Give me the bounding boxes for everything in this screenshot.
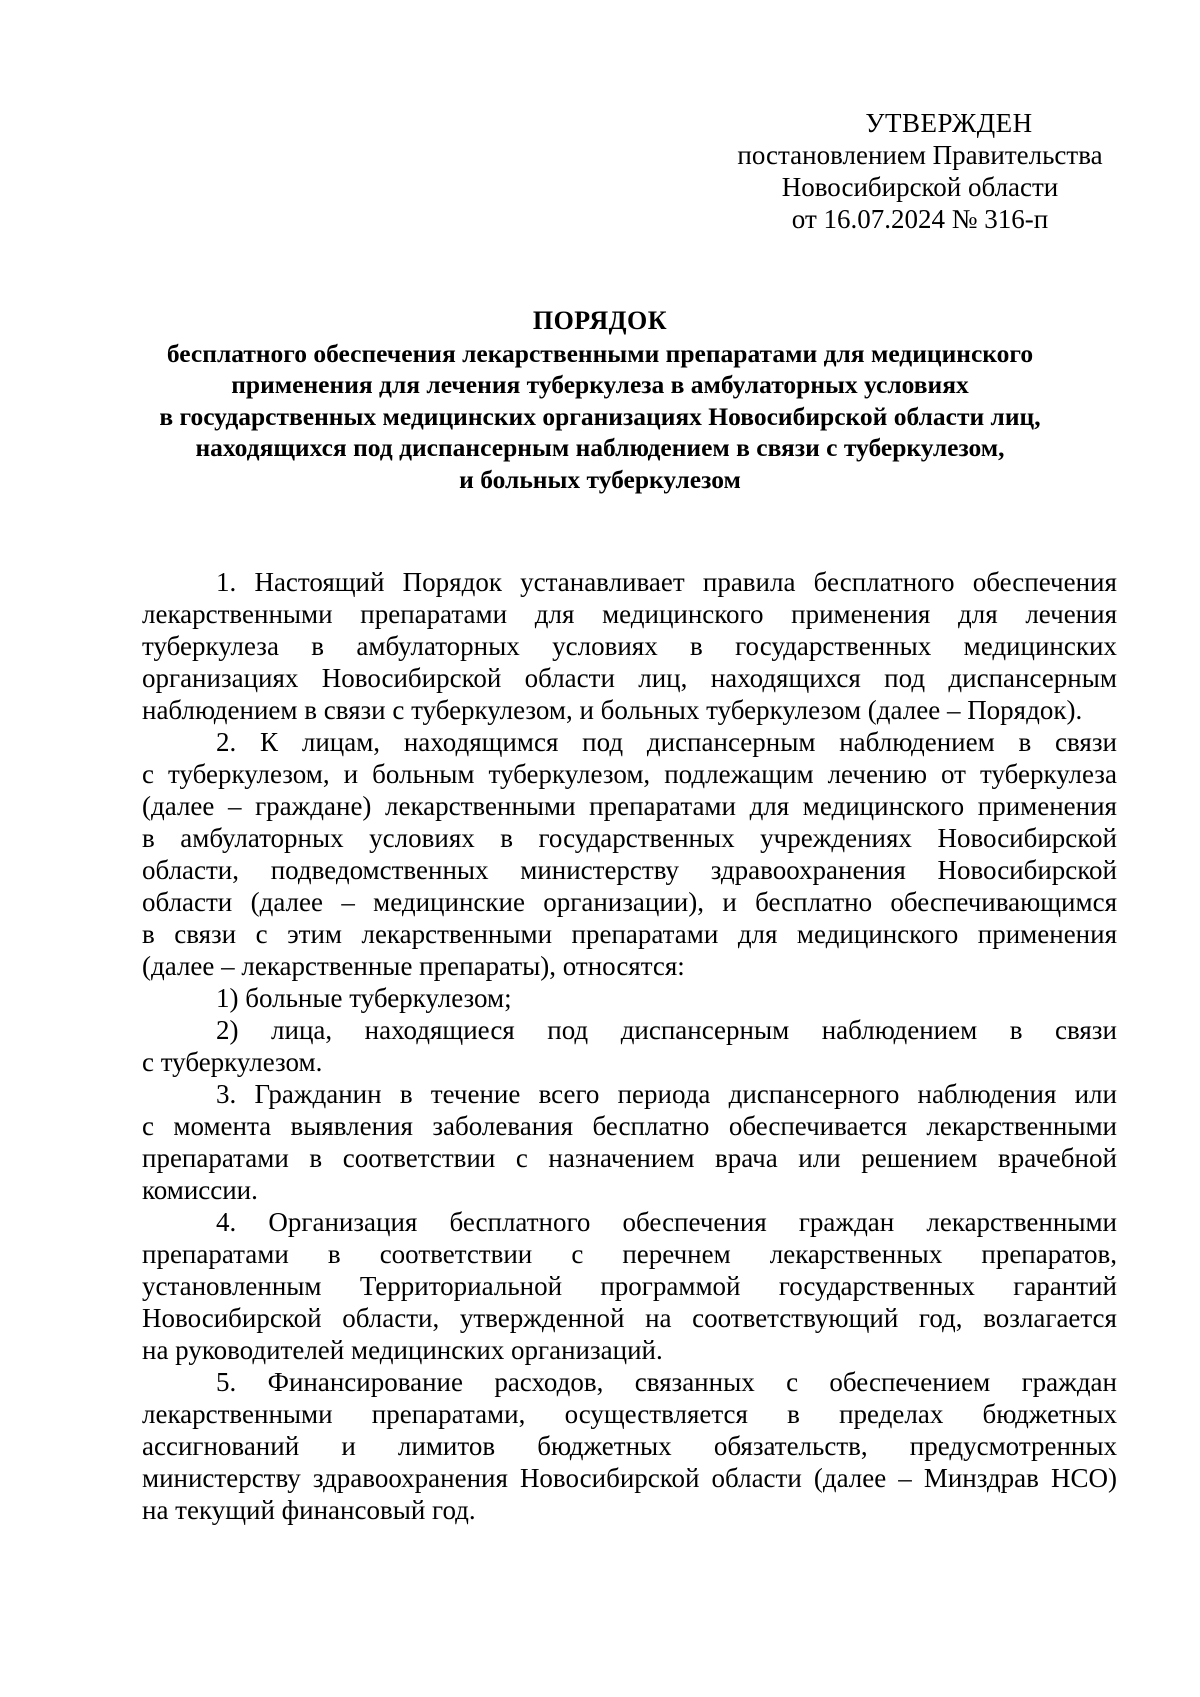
- line-text: комиссии.: [142, 1175, 258, 1205]
- text-line: [142, 662, 1117, 694]
- text-line: [142, 854, 1117, 886]
- word: пределах: [839, 1399, 944, 1429]
- word: для: [749, 791, 790, 821]
- word: течение: [430, 1079, 521, 1109]
- word: или: [1074, 1079, 1117, 1109]
- paragraph: [142, 982, 1117, 1014]
- word: осуществляется: [564, 1399, 748, 1429]
- text-line: [142, 886, 1117, 918]
- word: 1.: [216, 567, 237, 597]
- word: решением: [861, 1143, 978, 1173]
- paragraph: [142, 726, 1117, 982]
- word: устанавливает: [520, 567, 685, 597]
- word: с: [571, 1239, 584, 1269]
- word: выявления: [290, 1111, 413, 1141]
- word: Новосибирской: [937, 855, 1117, 885]
- text-line: [142, 1494, 1117, 1526]
- word: соответствии: [342, 1143, 496, 1173]
- word: диспансерного: [728, 1079, 900, 1109]
- heading-line: применения для лечения туберкулеза в амбулаторных условиях: [231, 370, 969, 399]
- word: Порядок: [402, 567, 502, 597]
- heading-line: бесплатного обеспечения лекарственными препаратами для медицинского: [166, 338, 1034, 368]
- text-line: [142, 1110, 1117, 1142]
- word: с: [142, 1111, 154, 1141]
- word: находящихся: [710, 663, 861, 693]
- word: установленным: [142, 1271, 322, 1301]
- word: организациях: [142, 663, 299, 693]
- word: медицинских: [963, 631, 1117, 661]
- word: этим: [287, 919, 342, 949]
- word: Организация: [268, 1207, 418, 1237]
- word: наблюдением: [821, 1015, 978, 1045]
- word: бесплатно: [592, 1111, 710, 1141]
- word: –: [227, 791, 242, 821]
- word: К: [260, 727, 279, 757]
- word: для: [534, 599, 575, 629]
- text-line: [142, 1174, 1117, 1206]
- word: Новосибирской: [321, 663, 502, 693]
- word: обеспечением: [829, 1367, 991, 1397]
- word: бесплатно: [755, 887, 873, 917]
- word: диспансерным: [620, 1015, 790, 1045]
- word: обязательств,: [713, 1431, 868, 1461]
- word: НСО): [1050, 1463, 1117, 1493]
- word: Новосибирской: [142, 1303, 322, 1333]
- word: Минздрав: [923, 1463, 1039, 1493]
- word: препаратами: [360, 599, 508, 629]
- word: назначением: [548, 1143, 695, 1173]
- word: 2.: [216, 727, 237, 757]
- word: бюджетных: [982, 1399, 1117, 1429]
- word: (далее: [250, 887, 323, 917]
- word: применения: [977, 791, 1117, 821]
- word: в: [500, 823, 514, 853]
- word: –: [898, 1463, 912, 1493]
- word: с: [142, 759, 154, 789]
- text-line: [142, 1206, 1117, 1238]
- heading-line: в государственных медицинских организациях Новосибирской области лиц,: [159, 401, 1041, 431]
- text-line: [142, 1142, 1117, 1174]
- word: под: [582, 727, 624, 757]
- word: с: [786, 1367, 799, 1397]
- word: препаратами,: [371, 1399, 526, 1429]
- text-line: [142, 950, 1117, 982]
- word: бюджетных: [537, 1431, 672, 1461]
- word: момента: [173, 1111, 272, 1141]
- text-line: [142, 598, 1117, 630]
- word: препаратами: [571, 919, 719, 949]
- word: в: [311, 631, 325, 661]
- word: связанных: [634, 1367, 755, 1397]
- word: туберкулезом,: [168, 759, 330, 789]
- approval-line: постановлением Правительства: [737, 140, 1103, 170]
- word: обеспечивающимся: [890, 887, 1117, 917]
- word: здравоохранения: [312, 1463, 508, 1493]
- word: области: [711, 1463, 802, 1493]
- word: организации),: [543, 887, 704, 917]
- word: на: [645, 1303, 672, 1333]
- paragraph: [142, 1014, 1117, 1078]
- text-line: [142, 758, 1117, 790]
- word: лекарственных: [769, 1239, 943, 1269]
- word: и: [722, 887, 737, 917]
- text-line: [142, 1398, 1117, 1430]
- paragraph: [142, 1206, 1117, 1366]
- word: находящимся: [403, 727, 559, 757]
- line-text: с туберкулезом.: [142, 1047, 323, 1077]
- word: 3.: [216, 1079, 237, 1109]
- word: граждан: [1021, 1367, 1117, 1397]
- word: условиях: [369, 823, 475, 853]
- word: правила: [702, 567, 796, 597]
- text-line: [142, 1302, 1117, 1334]
- word: врача: [714, 1143, 778, 1173]
- word: лечения: [1025, 599, 1117, 629]
- word: медицинского: [602, 599, 764, 629]
- word: медицинского: [802, 791, 965, 821]
- text-line: [142, 726, 1117, 758]
- word: под: [884, 663, 926, 693]
- word: обеспечения: [622, 1207, 767, 1237]
- word: препаратами: [589, 791, 736, 821]
- word: расходов,: [494, 1367, 604, 1397]
- text-line: [142, 1014, 1117, 1046]
- text-line: [142, 694, 1117, 726]
- document-title: ПОРЯДОК: [532, 306, 668, 335]
- document-body: [142, 566, 1117, 1526]
- word: лекарственными: [385, 791, 576, 821]
- word: ассигнований: [142, 1431, 300, 1461]
- heading-line: и больных туберкулезом: [459, 464, 741, 494]
- word: граждане): [255, 791, 372, 821]
- document-heading: [100, 305, 1100, 495]
- word: наблюдения: [917, 1079, 1057, 1109]
- word: лимитов: [397, 1431, 496, 1461]
- word: связи: [1054, 1015, 1117, 1045]
- word: и: [341, 1431, 356, 1461]
- word: 4.: [216, 1207, 237, 1237]
- word: области,: [142, 855, 240, 885]
- word: бесплатного: [813, 567, 955, 597]
- word: туберкулезом,: [488, 759, 651, 789]
- word: 5.: [216, 1367, 237, 1397]
- text-line: [142, 1334, 1117, 1366]
- word: диспансерным: [646, 727, 816, 757]
- word: подведомственных: [270, 855, 489, 885]
- word: туберкулеза: [142, 631, 279, 661]
- text-line: [142, 630, 1117, 662]
- word: с: [255, 919, 268, 949]
- word: лица,: [271, 1015, 333, 1045]
- word: Новосибирской: [937, 823, 1117, 853]
- word: препаратами: [142, 1143, 289, 1173]
- word: (далее: [142, 791, 215, 821]
- word: лекарственными: [142, 1399, 333, 1429]
- word: 2): [216, 1015, 239, 1045]
- word: амбулаторных: [180, 823, 344, 853]
- line-text: (далее – лекарственные препараты), относятся:: [142, 951, 685, 981]
- word: связи: [174, 919, 237, 949]
- word: граждан: [798, 1207, 895, 1237]
- word: периода: [617, 1079, 711, 1109]
- word: государственных: [735, 631, 932, 661]
- word: министерству: [142, 1463, 301, 1493]
- word: или: [798, 1143, 841, 1173]
- text-line: [142, 822, 1117, 854]
- word: в: [1009, 1015, 1023, 1045]
- word: перечнем: [622, 1239, 731, 1269]
- word: программой: [600, 1271, 741, 1301]
- text-line: [142, 790, 1117, 822]
- text-line: [142, 1078, 1117, 1110]
- text-line: [142, 918, 1117, 950]
- word: Настоящий: [254, 567, 385, 597]
- text-line: [142, 1430, 1117, 1462]
- line-text: на руководителей медицинских организаций.: [142, 1335, 663, 1365]
- word: лечению: [827, 759, 927, 789]
- approval-title: УТВЕРЖДЕН: [865, 108, 1033, 138]
- text-line: [142, 982, 1117, 1014]
- word: в: [1018, 727, 1032, 757]
- word: министерству: [520, 855, 680, 885]
- word: –: [341, 887, 355, 917]
- word: Гражданин: [254, 1079, 382, 1109]
- word: врачебной: [998, 1143, 1117, 1173]
- word: лекарственными: [926, 1111, 1117, 1141]
- word: подлежащим: [664, 759, 814, 789]
- word: лекарственными: [142, 599, 333, 629]
- word: Новосибирской: [519, 1463, 700, 1493]
- word: в: [690, 631, 703, 661]
- word: бесплатного: [449, 1207, 591, 1237]
- word: диспансерным: [948, 663, 1117, 693]
- approval-date-number: от 16.07.2024 № 316-п: [791, 204, 1049, 234]
- word: в: [787, 1399, 800, 1429]
- line-text: на текущий финансовый год.: [142, 1495, 476, 1525]
- word: медицинского: [796, 919, 959, 949]
- word: в: [142, 919, 155, 949]
- paragraph: [142, 566, 1117, 726]
- word: соответствующий: [692, 1303, 899, 1333]
- text-line: [142, 1366, 1117, 1398]
- word: в: [309, 1143, 323, 1173]
- word: применения: [791, 599, 931, 629]
- word: туберкулеза: [980, 759, 1117, 789]
- word: наблюдением: [839, 727, 995, 757]
- word: препаратами: [142, 1239, 289, 1269]
- word: связи: [1055, 727, 1117, 757]
- heading-line: находящихся под диспансерным наблюдением в связи с туберкулезом,: [195, 433, 1005, 462]
- word: под: [547, 1015, 589, 1045]
- word: для: [737, 919, 778, 949]
- word: для: [958, 599, 998, 629]
- word: области,: [342, 1303, 440, 1333]
- word: лекарственными: [926, 1207, 1117, 1237]
- word: государственных: [778, 1271, 975, 1301]
- word: (далее: [813, 1463, 887, 1493]
- word: год,: [918, 1303, 963, 1333]
- word: заболевания: [432, 1111, 574, 1141]
- text-line: [142, 1238, 1117, 1270]
- word: гарантий: [1013, 1271, 1117, 1301]
- word: и: [343, 759, 359, 789]
- word: препаратов,: [981, 1239, 1117, 1269]
- word: находящиеся: [364, 1015, 515, 1045]
- word: Финансирование: [267, 1367, 463, 1397]
- word: обеспечения: [972, 567, 1117, 597]
- word: лекарственными: [361, 919, 553, 949]
- word: условиях: [552, 631, 658, 661]
- word: учреждениях: [760, 823, 912, 853]
- text-line: [142, 566, 1117, 598]
- word: утвержденной: [459, 1303, 625, 1333]
- approval-block: [720, 107, 1120, 235]
- word: области: [524, 663, 615, 693]
- word: здравоохранения: [710, 855, 906, 885]
- word: соответствии: [379, 1239, 533, 1269]
- word: в: [142, 823, 155, 853]
- word: лиц,: [638, 663, 688, 693]
- word: с: [515, 1143, 528, 1173]
- word: применения: [977, 919, 1117, 949]
- paragraph: [142, 1078, 1117, 1206]
- line-text: 1) больные туберкулезом;: [216, 983, 512, 1013]
- word: в: [399, 1079, 413, 1109]
- text-line: [142, 1270, 1117, 1302]
- word: предусмотренных: [909, 1431, 1117, 1461]
- word: амбулаторных: [356, 631, 520, 661]
- paragraph: [142, 1366, 1117, 1526]
- word: лицам,: [301, 727, 381, 757]
- word: возлагается: [983, 1303, 1117, 1333]
- approval-line: Новосибирской области: [781, 172, 1059, 202]
- word: государственных: [538, 823, 735, 853]
- word: в: [327, 1239, 341, 1269]
- word: области: [142, 887, 233, 917]
- word: обеспечивается: [728, 1111, 908, 1141]
- word: всего: [538, 1079, 600, 1109]
- word: больным: [372, 759, 475, 789]
- word: медицинские: [373, 887, 525, 917]
- text-line: [142, 1462, 1117, 1494]
- word: Территориальной: [359, 1271, 563, 1301]
- line-text: наблюдением в связи с туберкулезом, и больных туберкулезом (далее – Порядок).: [142, 695, 1083, 725]
- word: от: [941, 759, 966, 789]
- text-line: [142, 1046, 1117, 1078]
